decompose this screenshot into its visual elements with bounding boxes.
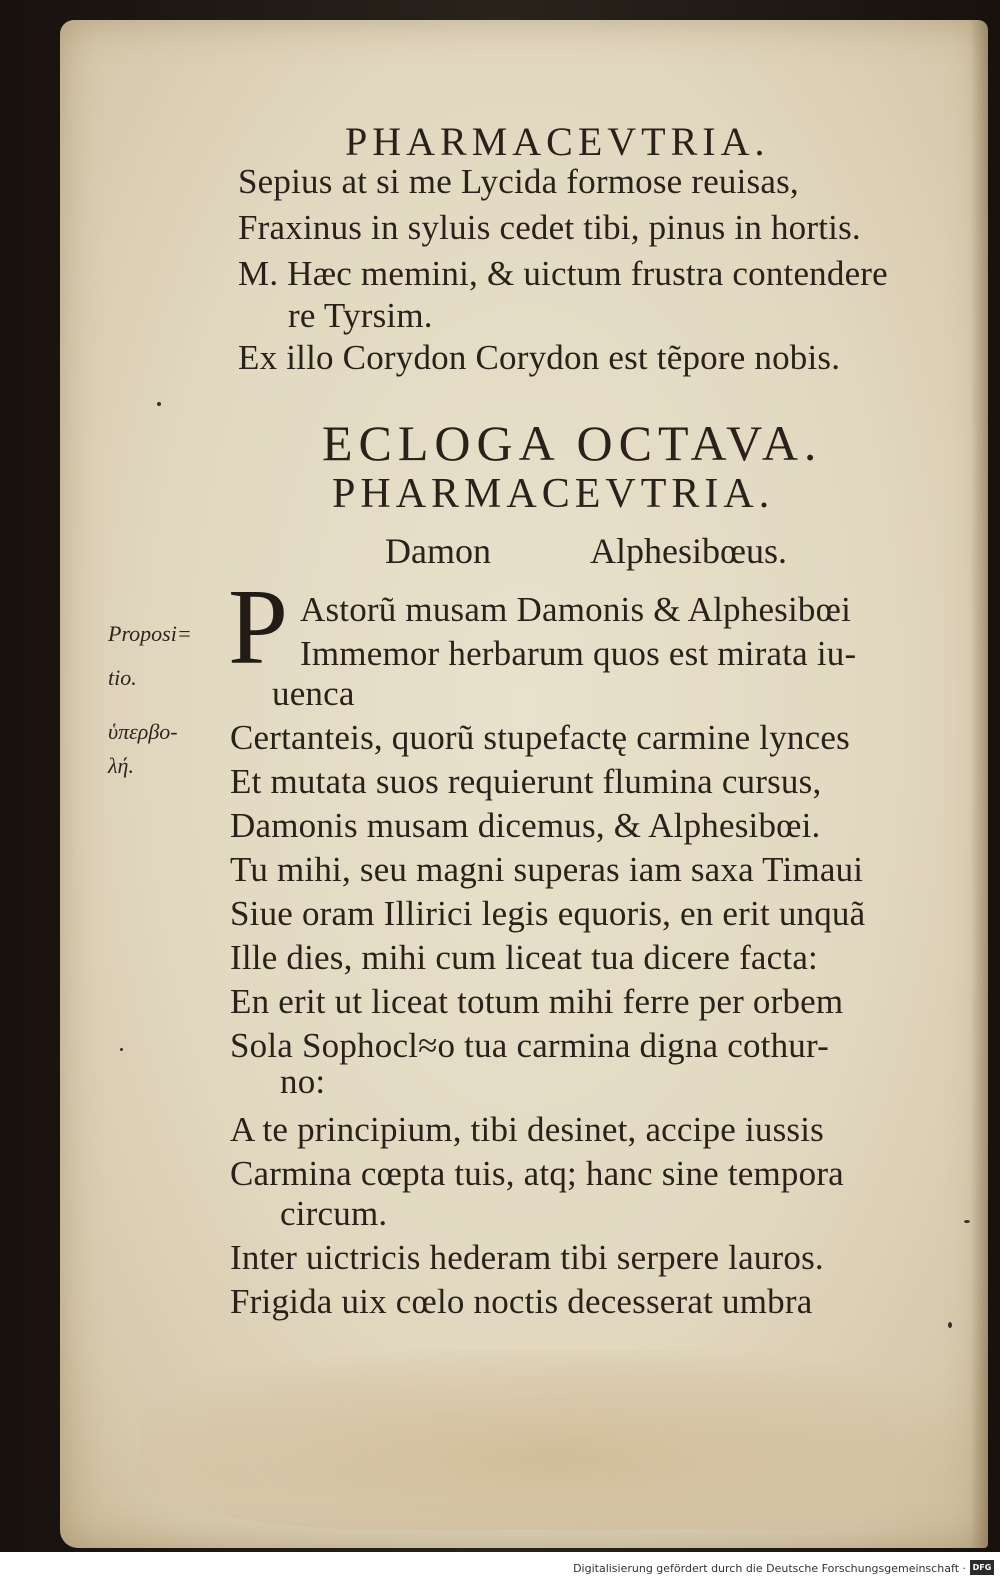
verse-line-continuation: re Tyrsim. <box>288 296 433 335</box>
verse-line: Damonis musam dicemus, & Alphesibœi. <box>230 806 821 845</box>
verse-line: Tu mihi, seu magni superas iam saxa Timaui <box>230 850 864 889</box>
marginal-note: Proposi= <box>108 621 192 646</box>
verse-line-continuation: no: <box>280 1062 326 1101</box>
running-head: PHARMACEVTRIA. <box>345 119 770 164</box>
verse-line: Frigida uix cœlo noctis decesserat umbra <box>230 1282 813 1321</box>
verse-line: Carmina cœpta tuis, atq; hanc sine tempora <box>230 1154 844 1193</box>
ink-speck <box>964 1220 970 1223</box>
speaker-alphesiboeus: Alphesibœus. <box>590 531 787 571</box>
verse-line: Inter uictricis hederam tibi serpere lauros. <box>230 1238 824 1277</box>
verse-line-continuation: uenca <box>272 674 355 713</box>
ink-speck <box>157 402 161 406</box>
verse-line: Sola Sophocl≈o tua carmina digna cothur- <box>230 1026 830 1065</box>
verse-line: En erit ut liceat totum mihi ferre per orbem <box>230 982 844 1021</box>
water-stain <box>140 1350 970 1530</box>
dfg-logo-icon: DFG <box>970 1560 994 1575</box>
verse-line: Ille dies, mihi cum liceat tua dicere facta: <box>230 938 818 977</box>
ink-speck <box>948 1322 952 1328</box>
page-edge-shadow <box>970 20 988 1548</box>
verse-line: Astorũ musam Damonis & Alphesibœi <box>300 590 852 629</box>
eclogue-subtitle: PHARMACEVTRIA. <box>332 471 775 517</box>
marginal-note: λή. <box>108 753 134 778</box>
verse-line: Immemor herbarum quos est mirata iu- <box>300 634 857 673</box>
digitization-credit: Digitalisierung gefördert durch die Deutsche Forschungsgemeinschaft · <box>573 1562 966 1575</box>
verse-line-continuation: circum. <box>280 1194 388 1233</box>
verse-line: Ex illo Corydon Corydon est tẽpore nobis. <box>238 338 841 377</box>
eclogue-title: ECLOGA OCTAVA. <box>322 415 823 471</box>
speaker-damon: Damon <box>385 531 491 571</box>
verse-line: Sepius at si me Lycida formose reuisas, <box>238 162 799 201</box>
ink-speck <box>120 1048 123 1051</box>
verse-line: Certanteis, quorũ stupefactę carmine lynces <box>230 718 850 757</box>
marginal-note: tio. <box>108 665 137 690</box>
marginal-note: ὑπερβο- <box>108 719 178 744</box>
verse-line: Et mutata suos requierunt flumina cursus, <box>230 762 822 801</box>
verse-line: Siue oram Illirici legis equoris, en erit unquã <box>230 894 866 933</box>
verse-line: M. Hæc memini, & uictum frustra contendere <box>238 254 888 293</box>
verse-line: Fraxinus in syluis cedet tibi, pinus in hortis. <box>238 208 861 247</box>
drop-capital: P <box>228 568 289 687</box>
verse-line: A te principium, tibi desinet, accipe iussis <box>230 1110 824 1149</box>
